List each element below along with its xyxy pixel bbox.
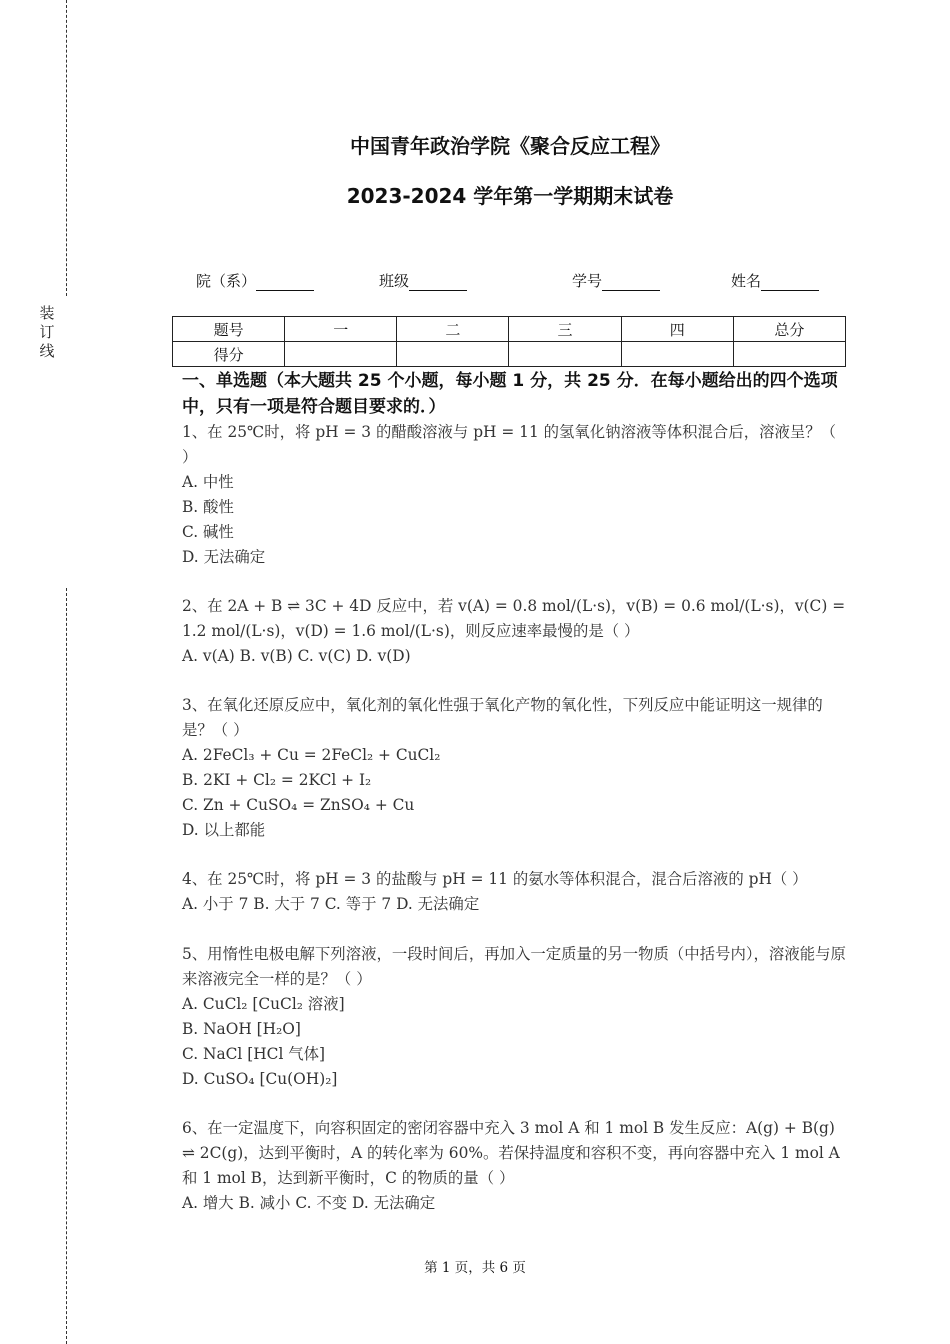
option: A. v(A) B. v(B) C. v(C) D. v(D) bbox=[182, 647, 411, 665]
student-id-label: 学号 bbox=[572, 272, 603, 290]
class-label: 班级 bbox=[379, 272, 410, 290]
option: A. 中性 bbox=[182, 473, 234, 491]
option: B. 2KI + Cl₂ = 2KCl + I₂ bbox=[182, 771, 372, 789]
option: A. 增大 B. 减小 C. 不变 D. 无法确定 bbox=[182, 1194, 436, 1212]
question-stem: 6、在一定温度下，向容积固定的密闭容器中充入 3 mol A 和 1 mol B 发生反应：A(g) + B(g) ⇌ 2C(g)，达到平衡时，A 的转化率为 60%。若保持温度和容积不变，再向容器中充入 1 mol A 和 1 mol B，达到新平衡时，C 的物质的量（ ） bbox=[182, 1119, 840, 1187]
score-cell: 二 bbox=[397, 317, 509, 342]
student-id-blank[interactable] bbox=[602, 274, 660, 291]
score-input-cell[interactable] bbox=[509, 342, 621, 367]
question-stem: 1、在 25℃时，将 pH = 3 的醋酸溶液与 pH = 11 的氢氧化钠溶液等体积混合后，溶液呈？（ ） bbox=[182, 423, 837, 466]
question-stem: 3、在氧化还原反应中，氧化剂的氧化性强于氧化产物的氧化性，下列反应中能证明这一规律的是？（ ） bbox=[182, 696, 823, 739]
score-table bbox=[172, 316, 846, 367]
option: C. NaCl [HCl 气体] bbox=[182, 1045, 326, 1063]
score-input-cell[interactable] bbox=[285, 342, 397, 367]
score-cell: 题号 bbox=[173, 317, 285, 342]
question-2 bbox=[182, 594, 848, 669]
score-input-cell[interactable] bbox=[397, 342, 509, 367]
option: B. 酸性 bbox=[182, 498, 234, 516]
question-4 bbox=[182, 867, 848, 917]
question-stem: 5、用惰性电极电解下列溶液，一段时间后，再加入一定质量的另一物质（中括号内），溶液能与原来溶液完全一样的是？（ ） bbox=[182, 945, 846, 988]
page-number: 第 1 页，共 6 页 bbox=[424, 1260, 526, 1276]
section-heading: 一、单选题（本大题共 25 个小题，每小题 1 分，共 25 分．在每小题给出的四个选项中，只有一项是符合题目要求的．） bbox=[182, 371, 838, 417]
name-field[interactable] bbox=[731, 270, 819, 291]
score-table-header-row bbox=[173, 317, 846, 342]
score-input-cell[interactable] bbox=[733, 342, 845, 367]
exam-title-line1: 中国青年政治学院《聚合反应工程》 bbox=[350, 134, 670, 158]
question-5 bbox=[182, 942, 848, 1092]
option: B. NaOH [H₂O] bbox=[182, 1020, 301, 1038]
student-id-field[interactable] bbox=[572, 270, 660, 291]
class-field[interactable] bbox=[379, 270, 467, 291]
option: D. CuSO₄ [Cu(OH)₂] bbox=[182, 1070, 338, 1088]
score-table-score-row bbox=[173, 342, 846, 367]
option: A. 小于 7 B. 大于 7 C. 等于 7 D. 无法确定 bbox=[182, 895, 480, 913]
class-blank[interactable] bbox=[409, 274, 467, 291]
binding-line-top bbox=[66, 0, 67, 296]
option: D. 无法确定 bbox=[182, 548, 266, 566]
exam-title-line2: 2023-2024 学年第一学期期末试卷 bbox=[346, 184, 674, 208]
name-blank[interactable] bbox=[761, 274, 819, 291]
question-1 bbox=[182, 420, 848, 570]
score-cell: 得分 bbox=[173, 342, 285, 367]
college-label: 院（系） bbox=[196, 272, 257, 290]
option: A. CuCl₂ [CuCl₂ 溶液] bbox=[182, 995, 345, 1013]
college-field[interactable] bbox=[196, 270, 314, 291]
college-blank[interactable] bbox=[256, 274, 314, 291]
name-label: 姓名 bbox=[731, 272, 762, 290]
option: C. Zn + CuSO₄ = ZnSO₄ + Cu bbox=[182, 796, 415, 814]
question-stem: 4、在 25℃时，将 pH = 3 的盐酸与 pH = 11 的氨水等体积混合，混合后溶液的 pH（ ） bbox=[182, 870, 808, 888]
question-3 bbox=[182, 693, 848, 843]
question-stem: 2、在 2A + B ⇌ 3C + 4D 反应中，若 v(A) = 0.8 mol/(L·s)，v(B) = 0.6 mol/(L·s)，v(C) = 1.2 mol/(L·s)，v(D) = 1.6 mol/(L·s)，则反应速率最慢的是（ ） bbox=[182, 597, 846, 640]
option: A. 2FeCl₃ + Cu = 2FeCl₂ + CuCl₂ bbox=[182, 746, 441, 764]
score-cell: 三 bbox=[509, 317, 621, 342]
option: D. 以上都能 bbox=[182, 821, 266, 839]
binding-line-bottom bbox=[66, 588, 67, 1344]
binding-label: 装 订 线 bbox=[39, 304, 55, 360]
score-cell: 一 bbox=[285, 317, 397, 342]
score-cell: 四 bbox=[621, 317, 733, 342]
score-cell: 总分 bbox=[733, 317, 845, 342]
question-6 bbox=[182, 1116, 848, 1216]
option: C. 碱性 bbox=[182, 523, 234, 541]
score-input-cell[interactable] bbox=[621, 342, 733, 367]
